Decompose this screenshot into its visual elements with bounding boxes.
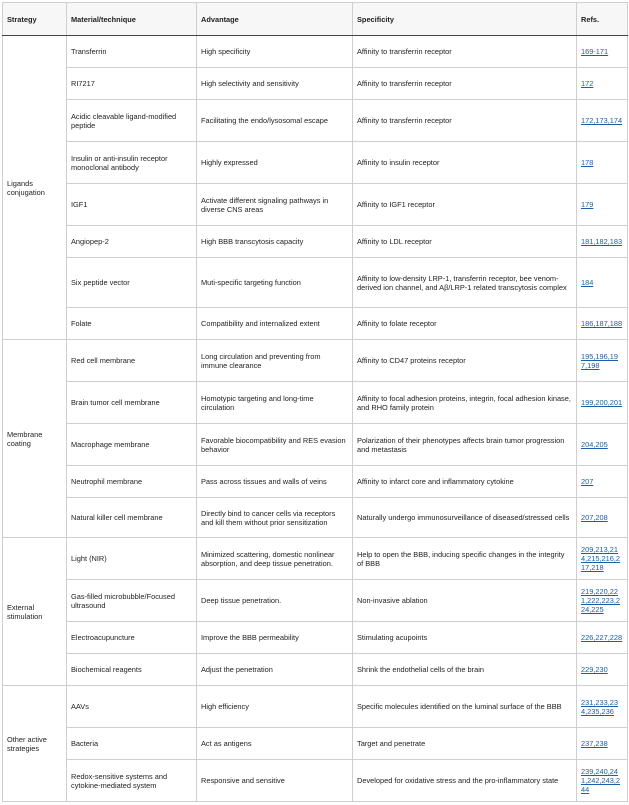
specificity-cell: Stimulating acupoints [353, 622, 577, 654]
material-cell: Red cell membrane [67, 340, 197, 382]
table-row [3, 622, 628, 654]
table-row [3, 258, 628, 308]
material-cell: Gas-filled microbubble/Focused ultrasound [67, 580, 197, 622]
table-row [3, 68, 628, 100]
strategy-cell: Ligands conjugation [3, 36, 67, 340]
ref-link[interactable]: 207 [581, 477, 594, 486]
ref-link[interactable]: 209,213,214,215,216,217,218 [581, 545, 621, 572]
table-row [3, 382, 628, 424]
advantage-cell: Act as antigens [197, 728, 353, 760]
specificity-cell: Shrink the endothelial cells of the brain [353, 654, 577, 686]
advantage-cell: Pass across tissues and walls of veins [197, 466, 353, 498]
specificity-cell: Naturally undergo immunosurveillance of diseased/stressed cells [353, 498, 577, 538]
advantage-cell: High selectivity and sensitivity [197, 68, 353, 100]
advantage-cell: Favorable biocompatibility and RES evasion behavior [197, 424, 353, 466]
ref-link[interactable]: 229,230 [581, 665, 608, 674]
material-cell: RI7217 [67, 68, 197, 100]
material-cell: Bacteria [67, 728, 197, 760]
table-row [3, 728, 628, 760]
advantage-cell: Adjust the penetration [197, 654, 353, 686]
ref-link[interactable]: 219,220,221,222,223,224,225 [581, 587, 621, 614]
material-cell: Redox-sensitive systems and cytokine-mediated system [67, 760, 197, 802]
header-refs: Refs. [577, 3, 628, 36]
specificity-cell: Affinity to CD47 proteins receptor [353, 340, 577, 382]
advantage-cell: High BBB transcytosis capacity [197, 226, 353, 258]
header-specificity: Specificity [353, 3, 577, 36]
advantage-cell: Deep tissue penetration. [197, 580, 353, 622]
advantage-cell: Long circulation and preventing from immune clearance [197, 340, 353, 382]
specificity-cell: Target and penetrate [353, 728, 577, 760]
ref-link[interactable]: 204,205 [581, 440, 608, 449]
material-cell: Angiopep-2 [67, 226, 197, 258]
advantage-cell: Highly expressed [197, 142, 353, 184]
table-row [3, 538, 628, 580]
advantage-cell: Muti-specific targeting function [197, 258, 353, 308]
advantage-cell: Facilitating the endo/lysosomal escape [197, 100, 353, 142]
strategies-table [2, 2, 628, 802]
table-row [3, 226, 628, 258]
specificity-cell: Help to open the BBB, inducing specific changes in the integrity of BBB [353, 538, 577, 580]
material-cell: Insulin or anti-insulin receptor monoclonal antibody [67, 142, 197, 184]
table-row [3, 466, 628, 498]
ref-link[interactable]: 179 [581, 200, 594, 209]
specificity-cell: Polarization of their phenotypes affects brain tumor progression and metastasis [353, 424, 577, 466]
specificity-cell: Affinity to transferrin receptor [353, 36, 577, 68]
table-row [3, 580, 628, 622]
material-cell: AAVs [67, 686, 197, 728]
material-cell: Light (NIR) [67, 538, 197, 580]
advantage-cell: Directly bind to cancer cells via receptors and kill them without prior sensitization [197, 498, 353, 538]
material-cell: IGF1 [67, 184, 197, 226]
ref-link[interactable]: 178 [581, 158, 594, 167]
advantage-cell: Homotypic targeting and long-time circulation [197, 382, 353, 424]
specificity-cell: Affinity to focal adhesion proteins, integrin, focal adhesion kinase, and RHO family protein [353, 382, 577, 424]
specificity-cell: Affinity to transferrin receptor [353, 100, 577, 142]
material-cell: Macrophage membrane [67, 424, 197, 466]
ref-link[interactable]: 172 [581, 79, 594, 88]
specificity-cell: Specific molecules identified on the luminal surface of the BBB [353, 686, 577, 728]
specificity-cell: Affinity to folate receptor [353, 308, 577, 340]
advantage-cell: Responsive and sensitive [197, 760, 353, 802]
material-cell: Acidic cleavable ligand-modified peptide [67, 100, 197, 142]
specificity-cell: Non-invasive ablation [353, 580, 577, 622]
material-cell: Neutrophil membrane [67, 466, 197, 498]
ref-link[interactable]: 181,182,183 [581, 237, 623, 246]
material-cell: Brain tumor cell membrane [67, 382, 197, 424]
ref-link[interactable]: 195,196,197,198 [581, 351, 618, 370]
material-cell: Electroacupuncture [67, 622, 197, 654]
advantage-cell: Minimized scattering, domestic nonlinear absorption, and deep tissue penetration. [197, 538, 353, 580]
ref-link[interactable]: 199,200,201 [581, 398, 623, 407]
advantage-cell: Activate different signaling pathways in diverse CNS areas [197, 184, 353, 226]
strategy-cell: External stimulation [3, 538, 67, 686]
advantage-cell: High specificity [197, 36, 353, 68]
specificity-cell: Affinity to transferrin receptor [353, 68, 577, 100]
table-row [3, 340, 628, 382]
table-row [3, 100, 628, 142]
ref-link[interactable]: 184 [581, 278, 594, 287]
header-row [3, 3, 628, 36]
material-cell: Natural killer cell membrane [67, 498, 197, 538]
ref-link[interactable]: 186,187,188 [581, 319, 623, 328]
ref-link[interactable]: 237,238 [581, 739, 608, 748]
advantage-cell: Compatibility and internalized extent [197, 308, 353, 340]
table-row [3, 760, 628, 802]
specificity-cell: Affinity to infarct core and inflammatory cytokine [353, 466, 577, 498]
material-cell: Six peptide vector [67, 258, 197, 308]
advantage-cell: Improve the BBB permeability [197, 622, 353, 654]
header-strategy: Strategy [3, 3, 67, 36]
material-cell: Folate [67, 308, 197, 340]
table-row [3, 142, 628, 184]
specificity-cell: Affinity to LDL receptor [353, 226, 577, 258]
specificity-cell: Affinity to IGF1 receptor [353, 184, 577, 226]
strategy-cell: Membrane coating [3, 340, 67, 538]
advantage-cell: High efficiency [197, 686, 353, 728]
ref-link[interactable]: 172,173,174 [581, 116, 623, 125]
table-row [3, 308, 628, 340]
material-cell: Biochemical reagents [67, 654, 197, 686]
header-material: Material/technique [67, 3, 197, 36]
material-cell: Transferrin [67, 36, 197, 68]
ref-link[interactable]: 207,208 [581, 513, 608, 522]
header-advantage: Advantage [197, 3, 353, 36]
ref-link[interactable]: 169-171 [581, 47, 609, 56]
ref-link[interactable]: 231,233,234,235,236 [581, 697, 618, 716]
specificity-cell: Affinity to insulin receptor [353, 142, 577, 184]
table-row [3, 36, 628, 68]
table-row [3, 654, 628, 686]
ref-link[interactable]: 226,227,228 [581, 633, 623, 642]
table-row [3, 686, 628, 728]
ref-link[interactable]: 239,240,241,242,243,244 [581, 767, 621, 794]
table-row [3, 184, 628, 226]
specificity-cell: Affinity to low-density LRP-1, transferrin receptor, bee venom-derived ion channel, and Aβ/LRP-1 related transcytosis complex [353, 258, 577, 308]
specificity-cell: Developed for oxidative stress and the pro-inflammatory state [353, 760, 577, 802]
strategy-cell: Other active strategies [3, 686, 67, 802]
table-row [3, 498, 628, 538]
table-row [3, 424, 628, 466]
